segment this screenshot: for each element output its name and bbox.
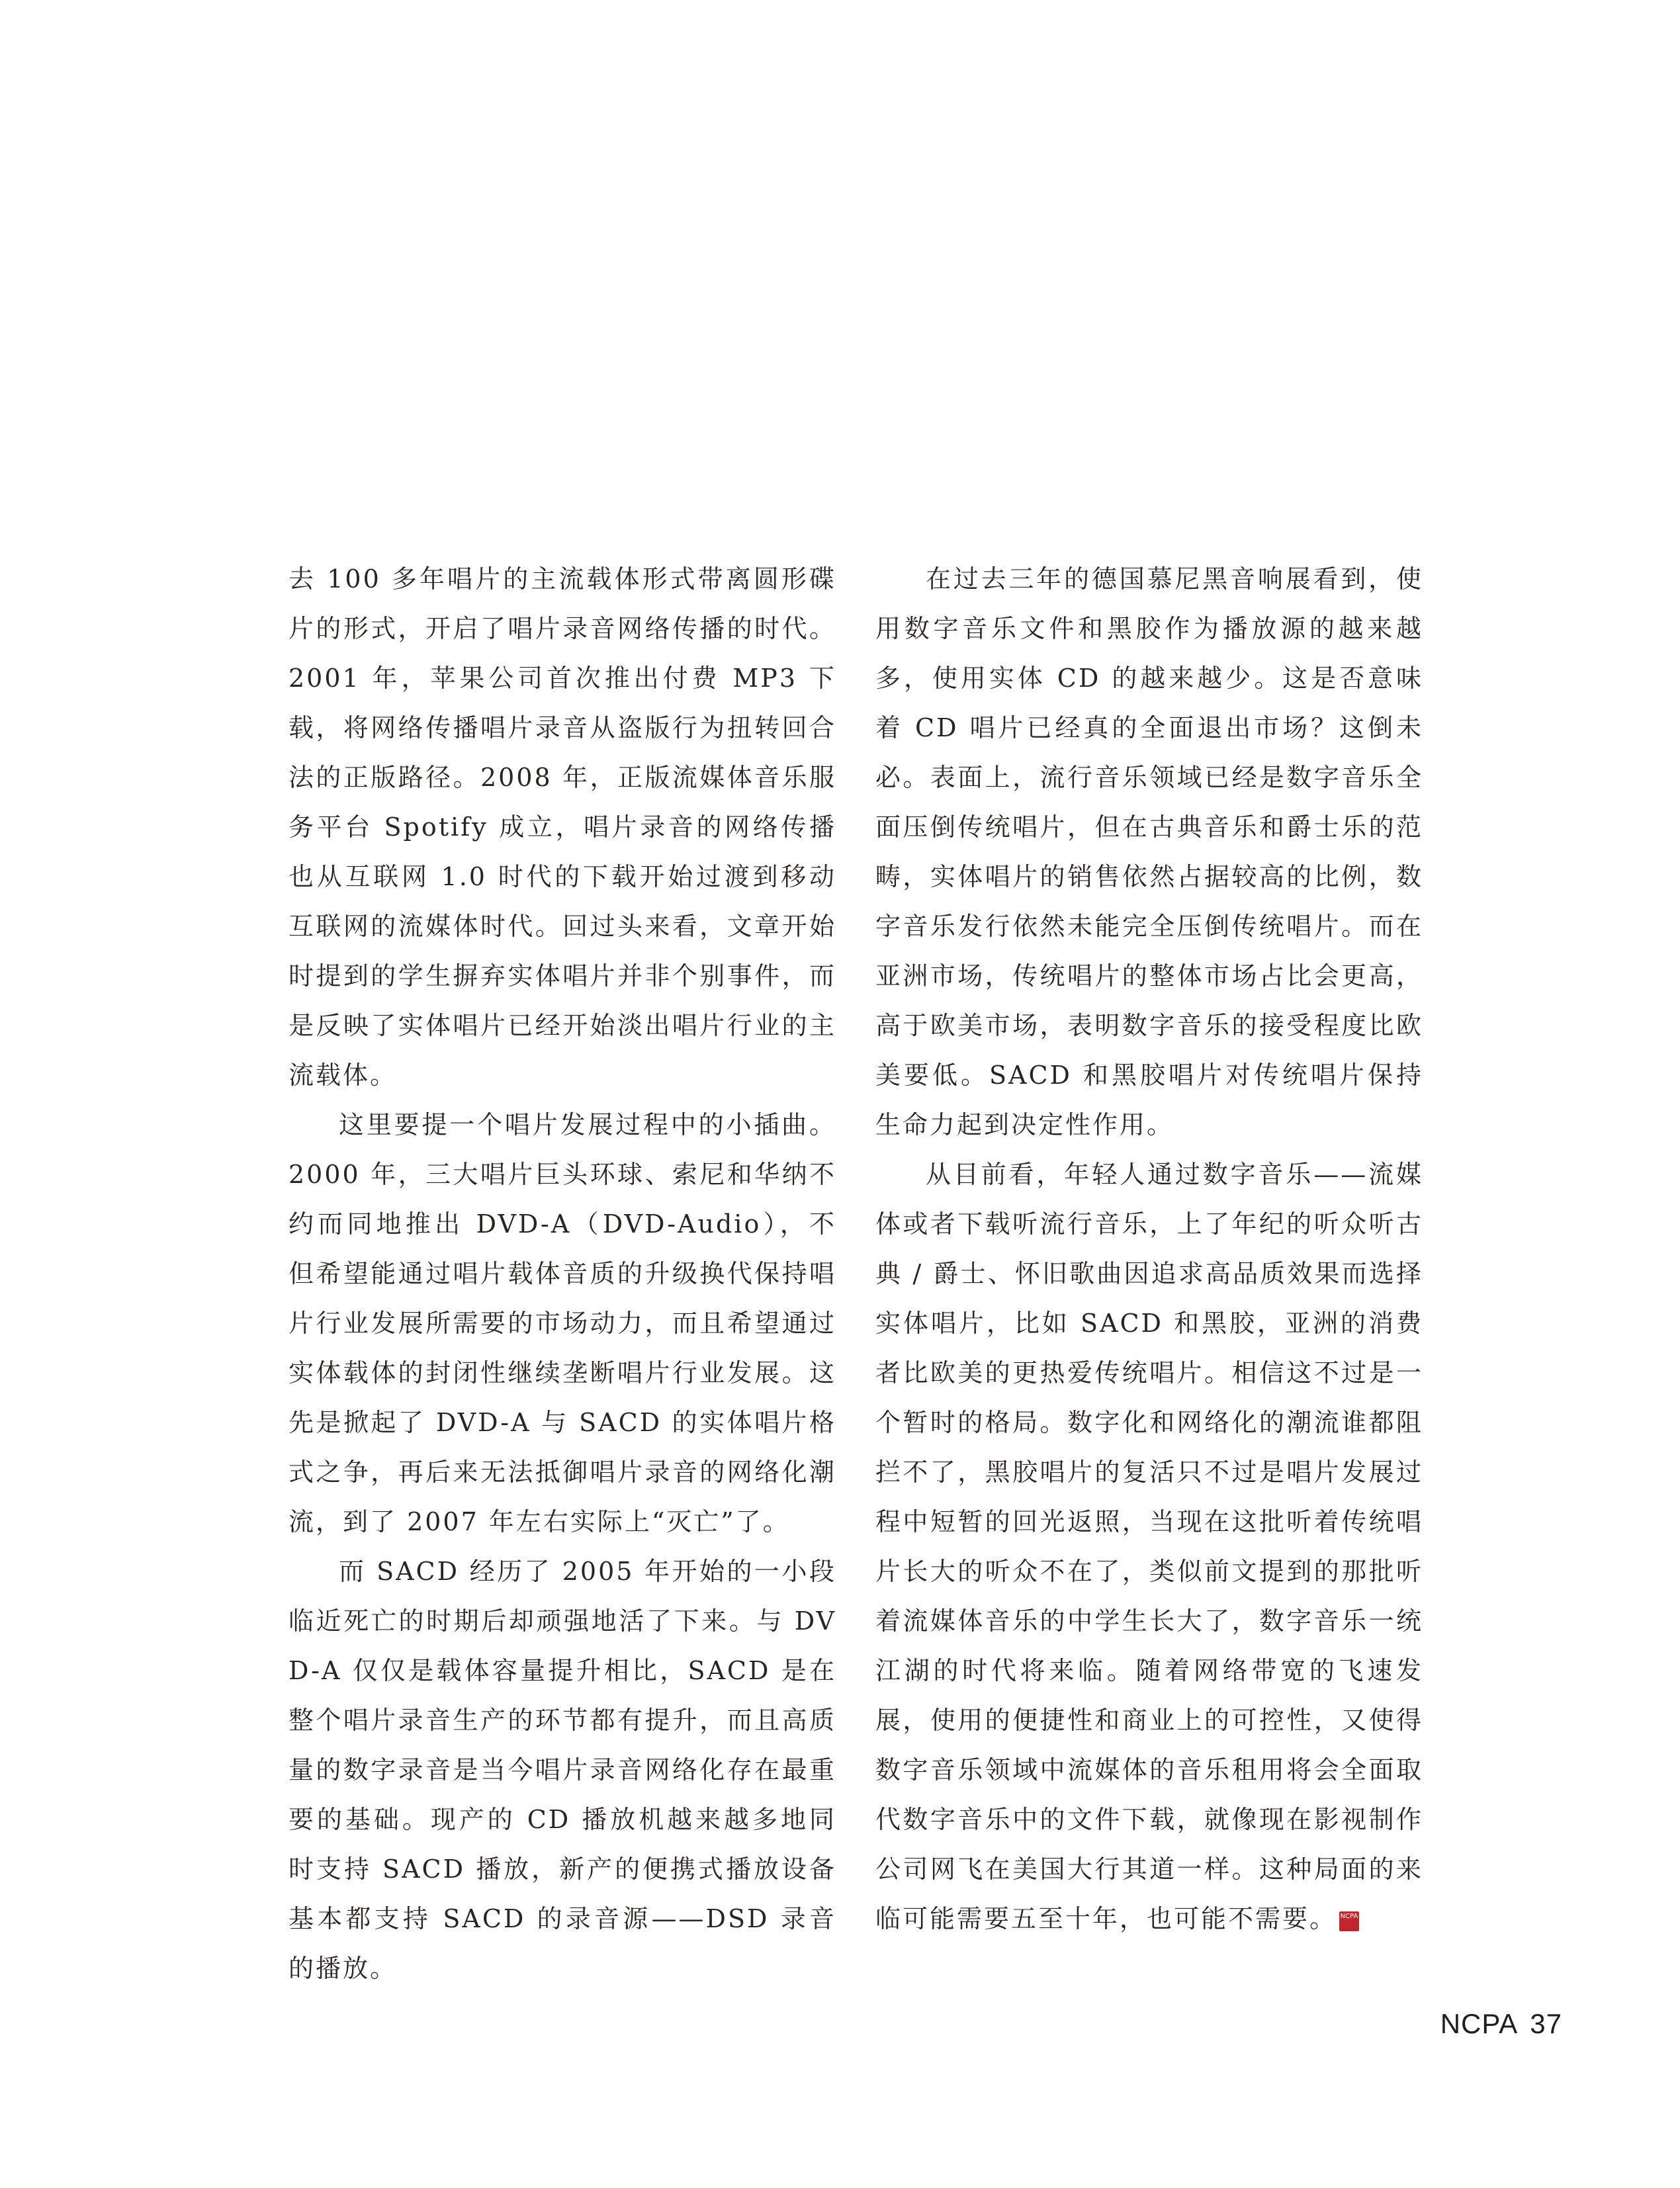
- paragraph-final-text: 从目前看，年轻人通过数字音乐——流媒体或者下载听流行音乐，上了年纪的听众听古典 / 爵士、怀旧歌曲因追求高品质效果而选择实体唱片，比如 SACD 和黑胶，亚洲的消费者比欧美的更热爱传统唱片。相信这不过是一个暂时的格局。数字化和网络化的潮流谁都阻拦不了，黑胶唱片的复活只不过是唱片发展过程中短暂的回光返照，当现在这批听着传统唱片长大的听众不在了，类似前文提到的那批听着流媒体音乐的中学生长大了，数字音乐一统江湖的时代将来临。随着网络带宽的飞速发展，使用的便捷性和商业上的可控性，又使得数字音乐领域中流媒体的音乐租用将会全面取代数字音乐中的文件下载，就像现在影视制作公司网飞在美国大行其道一样。这种局面的来临可能需要五至十年，也可能不需要。: [875, 1160, 1423, 1933]
- paragraph: 而 SACD 经历了 2005 年开始的一小段临近死亡的时期后却顽强地活了下来。与 DVD-A 仅仅是载体容量提升相比，SACD 是在整个唱片录音生产的环节都有提升，而且高质量的数字录音是当今唱片录音网络化存在最重要的基础。现产的 CD 播放机越来越多地同时支持 SACD 播放，新产的便携式播放设备基本都支持 SACD 的录音源——DSD 录音的播放。: [288, 1557, 836, 1983]
- paragraph: 在过去三年的德国慕尼黑音响展看到，使用数字音乐文件和黑胶作为播放源的越来越多，使用实体 CD 的越来越少。这是否意味着 CD 唱片已经真的全面退出市场？这倒未必。表面上，流行音乐领域已经是数字音乐全面压倒传统唱片，但在古典音乐和爵士乐的范畴，实体唱片的销售依然占据较高的比例，数字音乐发行依然未能完全压倒传统唱片。而在亚洲市场，传统唱片的整体市场占比会更高，高于欧美市场，表明数字音乐的接受程度比欧美要低。SACD 和黑胶唱片对传统唱片保持生命力起到决定性作用。: [875, 564, 1423, 1139]
- paragraph: 这里要提一个唱片发展过程中的小插曲。2000 年，三大唱片巨头环球、索尼和华纳不约而同地推出 DVD-A（DVD-Audio），不但希望能通过唱片载体音质的升级换代保持唱片行业发展所需要的市场动力，而且希望通过实体载体的封闭性继续垄断唱片行业发展。这先是掀起了 DVD-A 与 SACD 的实体唱片格式之争，再后来无法抵御唱片录音的网络化潮流，到了 2007 年左右实际上“灭亡”了。: [288, 1110, 836, 1536]
- right-text-column: [875, 554, 1423, 1944]
- page-folio: [1440, 2007, 1562, 2040]
- publication-name: NCPA: [1440, 2008, 1519, 2039]
- paragraph-final: [875, 1150, 1423, 1944]
- ncpa-end-mark-icon: NCPA: [1339, 1911, 1359, 1931]
- paragraph-continued: 去 100 多年唱片的主流载体形式带离圆形碟片的形式，开启了唱片录音网络传播的时代。2001 年，苹果公司首次推出付费 MP3 下载，将网络传播唱片录音从盗版行为扭转回合法的正版路径。2008 年，正版流媒体音乐服务平台 Spotify 成立，唱片录音的网络传播也从互联网 1.0 时代的下载开始过渡到移动互联网的流媒体时代。回过头来看，文章开始时提到的学生摒弃实体唱片并非个别事件，而是反映了实体唱片已经开始淡出唱片行业的主流载体。: [288, 564, 836, 1090]
- page-number: 37: [1530, 2008, 1562, 2039]
- left-text-column: [288, 554, 836, 1993]
